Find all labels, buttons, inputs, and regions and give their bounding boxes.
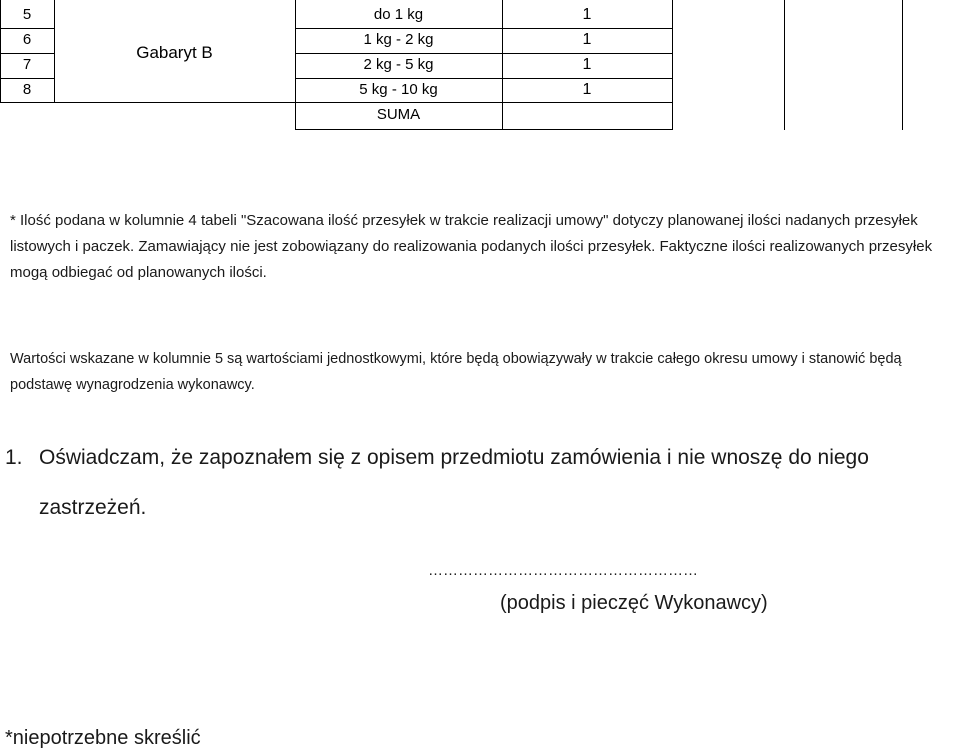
footnote: *niepotrzebne skreślić	[5, 727, 201, 749]
declaration	[5, 436, 955, 530]
unit-values-note: Wartości wskazane w kolumnie 5 są wartościami jednostkowymi, które będą obowiązywały w trakcie całego okresu umowy i stanowić będą podstawę wynagrodzenia wykonawcy.	[10, 351, 902, 393]
weight-range: 1 kg - 2 kg	[363, 31, 434, 48]
declaration-number: 1.	[5, 446, 23, 469]
estimated-quantity: 1	[582, 81, 592, 98]
shipment-table	[0, 0, 960, 130]
row-number: 7	[22, 56, 32, 73]
signature-line: ………………………………………………	[428, 562, 698, 579]
estimated-quantity: 1	[582, 31, 592, 48]
sum-label: SUMA	[376, 106, 421, 123]
weight-range: 5 kg - 10 kg	[359, 81, 438, 98]
estimated-quantity: 1	[582, 6, 592, 23]
size-group-label: Gabaryt B	[136, 43, 213, 62]
row-number: 5	[22, 6, 32, 23]
table-border	[295, 129, 672, 130]
estimated-quantity: 1	[582, 56, 592, 73]
weight-range: 2 kg - 5 kg	[363, 56, 434, 73]
signature-label: (podpis i pieczęć Wykonawcy)	[500, 592, 768, 614]
weight-range: do 1 kg	[373, 6, 424, 23]
table-border	[672, 0, 673, 130]
quantity-note: * Ilość podana w kolumnie 4 tabeli "Szacowana ilość przesyłek w trakcie realizacji umowy" dotyczy planowanej ilości nadanych przesyłek listowych i paczek. Zamawiający nie jest zobowiązany do realizowania podanych ilości przesyłek. Faktyczne ilości realizowanych przesyłek mogą odbiegać od planowanych ilości.	[10, 212, 933, 281]
table-border	[784, 0, 785, 130]
declaration-text: Oświadczam, że zapoznałem się z opisem przedmiotu zamówienia i nie wnoszę do niego	[39, 446, 869, 469]
table-border	[902, 0, 903, 130]
row-number: 6	[22, 31, 32, 48]
declaration-text-continued: zastrzeżeń.	[39, 496, 147, 519]
row-number: 8	[22, 81, 32, 98]
